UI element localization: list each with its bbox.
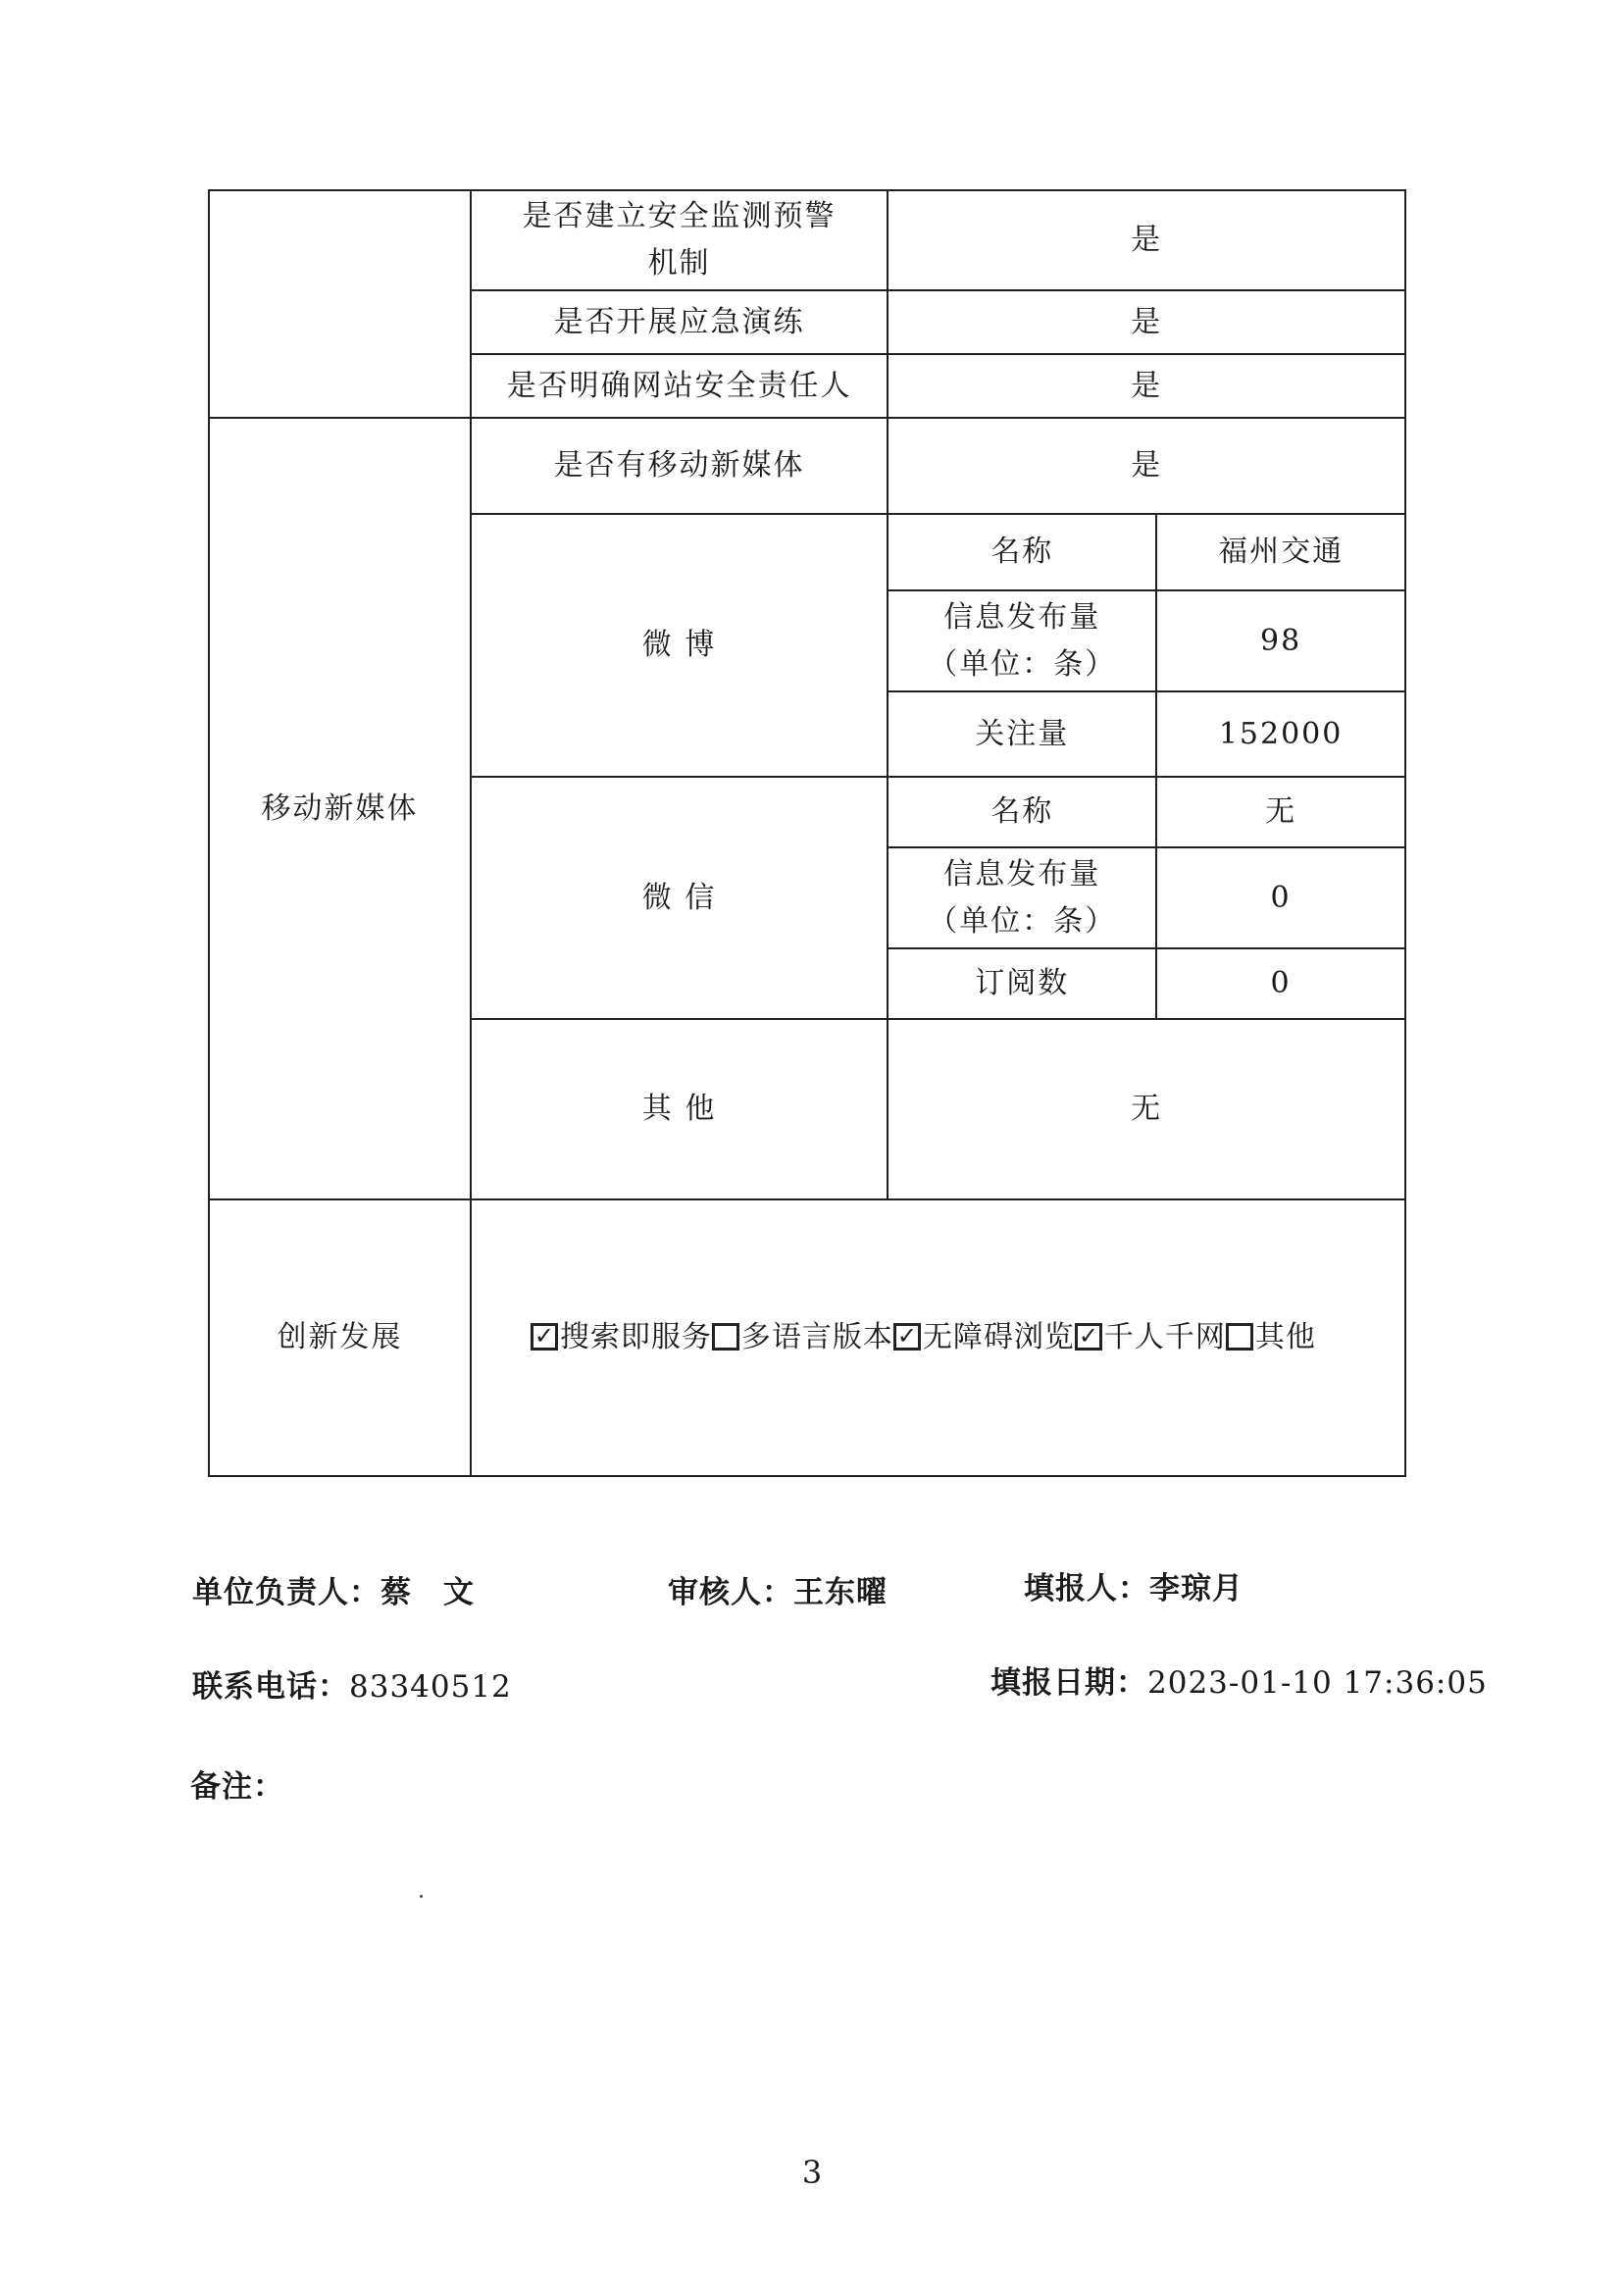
date-label: 填报日期： (990, 1665, 1147, 1701)
innovation-options (531, 1320, 1316, 1354)
innovation-options-cell (471, 1199, 1405, 1476)
mobile-section-label: 移动新媒体 (209, 418, 471, 1199)
filler-label: 填报人： (1024, 1571, 1149, 1606)
weibo-posts-label-line2: （单位：条） (928, 646, 1117, 682)
checked-checkbox-icon[interactable] (1075, 1323, 1102, 1351)
other-value: 无 (888, 1019, 1405, 1199)
checkmark-icon: ✓ (1078, 1322, 1100, 1350)
unit-head-label: 单位负责人： (192, 1575, 381, 1610)
note-line (190, 1761, 284, 1806)
wechat-posts-value: 0 (1156, 847, 1405, 948)
wechat-label: 微 信 (471, 777, 888, 1019)
innovation-option-label: 千人千网 (1103, 1320, 1226, 1354)
table-row (209, 1199, 1405, 1476)
weibo-name-label: 名称 (888, 514, 1156, 590)
other-label: 其 他 (471, 1019, 888, 1199)
reviewer-label: 审核人： (668, 1575, 793, 1610)
drill-value: 是 (888, 290, 1405, 354)
security-owner-value: 是 (888, 354, 1405, 418)
checked-checkbox-icon[interactable] (531, 1323, 558, 1351)
wechat-name-value: 无 (1156, 777, 1405, 847)
wechat-subs-label: 订阅数 (888, 948, 1156, 1019)
monitoring-value: 是 (888, 190, 1405, 290)
page-number: 3 (801, 2154, 823, 2191)
filler-value: 李琼月 (1149, 1571, 1243, 1606)
weibo-name-value: 福州交通 (1156, 514, 1405, 590)
monitoring-label-line1: 是否建立安全监测预警 (522, 199, 837, 233)
innovation-section-label: 创新发展 (209, 1199, 471, 1476)
has-mobile-label: 是否有移动新媒体 (471, 418, 888, 514)
checked-checkbox-icon[interactable] (893, 1323, 921, 1351)
date-line (990, 1657, 1488, 1702)
date-value: 2023-01-10 17:36:05 (1147, 1665, 1488, 1701)
reviewer-value: 王东曜 (793, 1575, 888, 1610)
checkmark-icon: ✓ (533, 1322, 556, 1350)
filler-line (1024, 1563, 1243, 1607)
table-row (209, 418, 1405, 514)
wechat-posts-label-line1: 信息发布量 (943, 856, 1101, 892)
checkmark-icon: ✓ (896, 1322, 919, 1350)
scan-speck (420, 1895, 423, 1898)
innovation-option-label: 其他 (1254, 1320, 1316, 1354)
unchecked-checkbox-icon[interactable] (1226, 1323, 1253, 1351)
weibo-label: 微 博 (471, 514, 888, 777)
security-owner-label: 是否明确网站安全责任人 (471, 354, 888, 418)
monitoring-label-line2: 机制 (647, 246, 711, 280)
monitoring-label-cell (471, 190, 888, 290)
innovation-option-label: 多语言版本 (740, 1320, 893, 1354)
weibo-posts-label-line1: 信息发布量 (943, 599, 1101, 635)
has-mobile-value: 是 (888, 418, 1405, 514)
wechat-posts-label-line2: （单位：条） (928, 903, 1117, 939)
note-label: 备注： (190, 1769, 284, 1805)
weibo-posts-label-cell (888, 590, 1156, 691)
wechat-subs-value: 0 (1156, 948, 1405, 1019)
unchecked-checkbox-icon[interactable] (712, 1323, 739, 1351)
weibo-followers-value: 152000 (1156, 691, 1405, 777)
report-table (208, 189, 1406, 1477)
drill-label: 是否开展应急演练 (471, 290, 888, 354)
blank-section-cell (209, 190, 471, 418)
phone-line (192, 1661, 512, 1706)
unit-head-line (192, 1567, 475, 1611)
phone-value: 83340512 (349, 1669, 512, 1705)
table-row (209, 190, 1405, 290)
unit-head-value: 蔡 文 (381, 1575, 475, 1610)
wechat-posts-label-cell (888, 847, 1156, 948)
reviewer-line (668, 1567, 888, 1611)
weibo-followers-label: 关注量 (888, 691, 1156, 777)
weibo-posts-value: 98 (1156, 590, 1405, 691)
innovation-option-label: 无障碍浏览 (922, 1320, 1075, 1354)
phone-label: 联系电话： (192, 1669, 349, 1705)
innovation-option-label: 搜索即服务 (559, 1320, 712, 1354)
wechat-name-label: 名称 (888, 777, 1156, 847)
